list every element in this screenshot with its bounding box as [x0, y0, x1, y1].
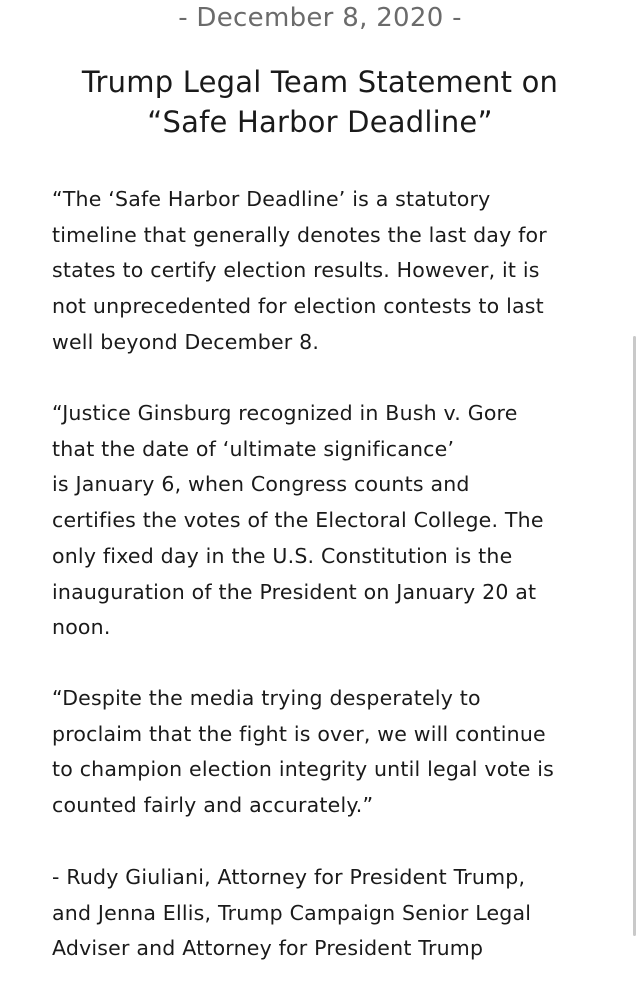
paragraph-line: timeline that generally denotes the last day for [52, 222, 547, 247]
paragraph-line: is January 6, when Congress counts and [52, 472, 470, 497]
paragraph-line: well beyond December 8. [52, 329, 320, 354]
paragraph-line: Adviser and Attorney for President Trump [52, 936, 484, 961]
dateline: - December 8, 2020 - [178, 3, 462, 33]
paragraph-line: and Jenna Ellis, Trump Campaign Senior Legal [52, 900, 532, 925]
paragraph-line: to champion election integrity until legal vote is [52, 757, 555, 782]
paragraph-safe-harbor [52, 182, 620, 361]
paragraph-line: certifies the votes of the Electoral College. The [52, 508, 544, 533]
headline-line: “Safe Harbor Deadline” [147, 105, 493, 139]
paragraph-line: states to certify election results. However, it is [52, 258, 540, 283]
paragraph-line: noon. [52, 615, 111, 640]
signature-attribution [52, 860, 620, 967]
paragraph-line: proclaim that the fight is over, we will continue [52, 721, 546, 746]
paragraph-line: - Rudy Giuliani, Attorney for President Trump, [52, 865, 526, 889]
paragraph-line: counted fairly and accurately.” [52, 793, 374, 818]
paragraph-line: “Justice Ginsburg recognized in Bush v. Gore [52, 401, 518, 425]
paragraph-media [52, 681, 620, 824]
scrollbar[interactable] [633, 336, 636, 936]
paragraph-line: not unprecedented for election contests to last [52, 294, 544, 319]
paragraph-line: “The ‘Safe Harbor Deadline’ is a statutory [52, 187, 491, 211]
paragraph-line: that the date of ‘ultimate significance’ [52, 436, 455, 461]
paragraph-ginsburg [52, 396, 620, 646]
paragraph-line: only fixed day in the U.S. Constitution is the [52, 543, 513, 568]
paragraph-line: inauguration of the President on January 20 at [52, 579, 537, 604]
headline [20, 62, 620, 142]
headline-line: Trump Legal Team Statement on [81, 65, 559, 99]
paragraph-line: “Despite the media trying desperately to [52, 686, 481, 710]
